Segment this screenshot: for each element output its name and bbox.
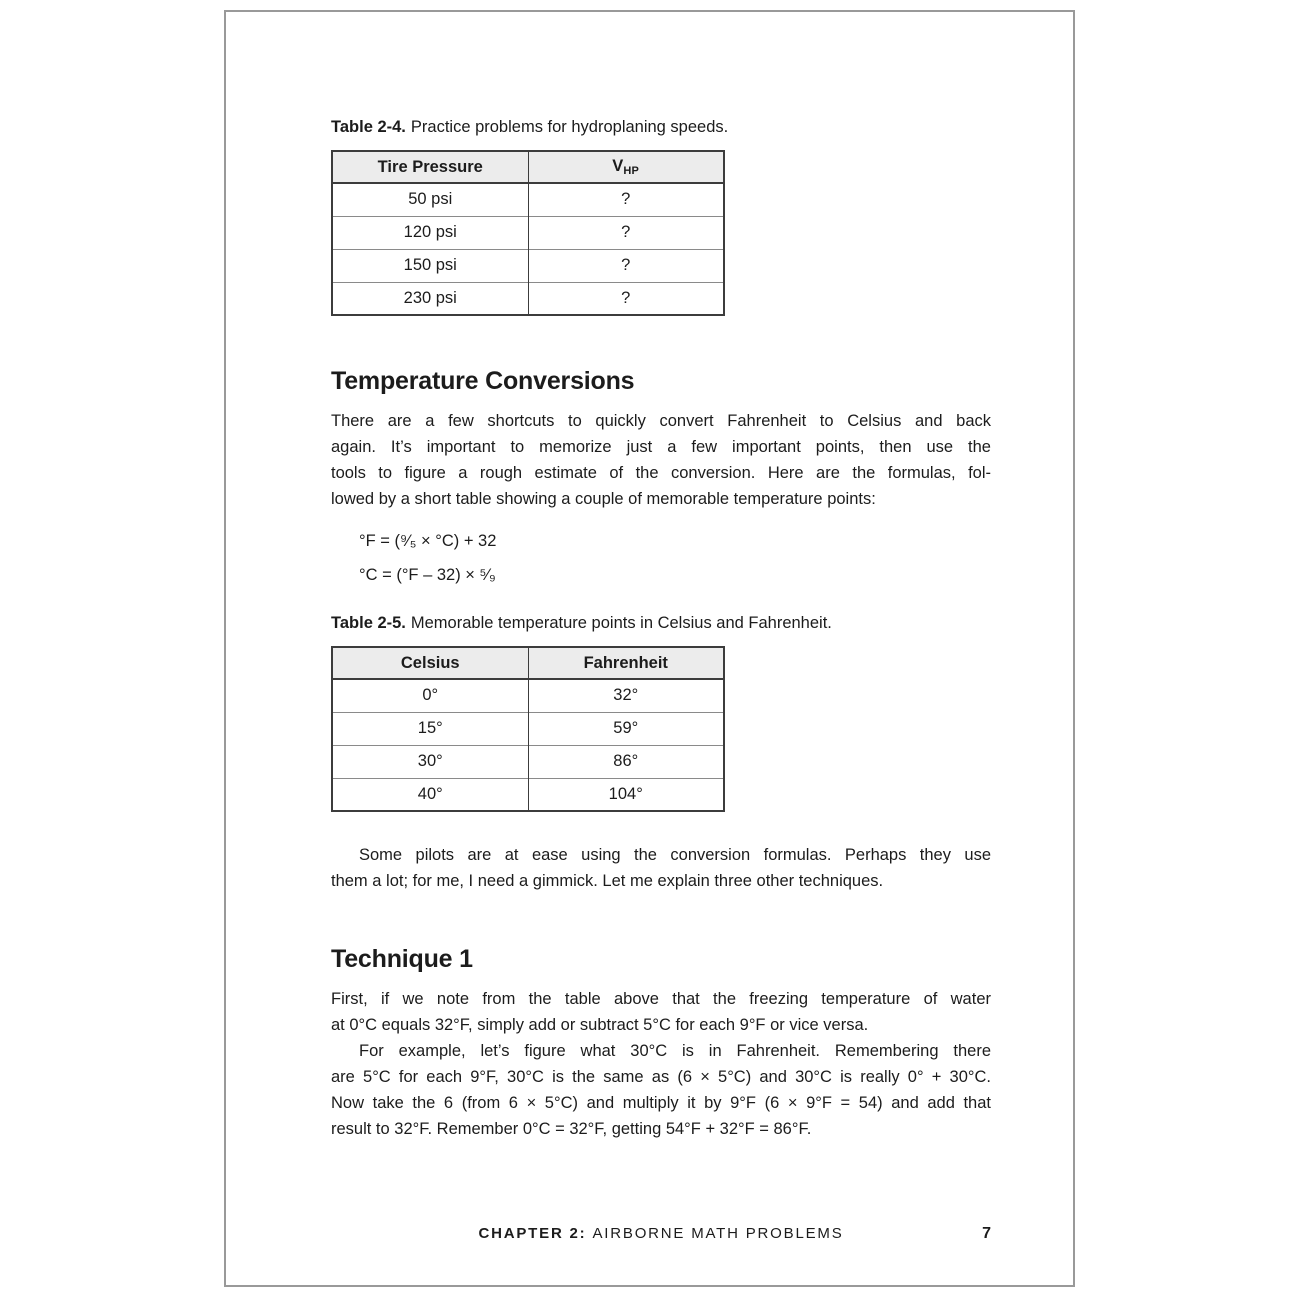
section-heading-temperature-conversions: Temperature Conversions (331, 367, 635, 395)
paragraph-line: tools to figure a rough estimate of the conversion. Here are the formulas, fol- (331, 464, 991, 482)
table-cell: ? (528, 282, 724, 315)
table-2-5-caption-text: Memorable temperature points in Celsius and Fahrenheit. (410, 614, 832, 632)
table-2-4-caption (331, 116, 991, 138)
formula-c-from-f: °C = (°F – 32) × ⁵⁄₉ (359, 566, 496, 584)
paragraph-line: lowed by a short table showing a couple of memorable temperature points: (331, 490, 876, 508)
table-cell: ? (528, 183, 724, 216)
technique1-paragraph-1 (331, 986, 991, 1038)
page-number: 7 (982, 1225, 991, 1242)
table-row (332, 249, 724, 282)
technique1-paragraph-2 (331, 1038, 991, 1142)
table-header-row (332, 647, 724, 679)
paragraph-line: again. It’s important to memorize just a few important points, then use the (331, 438, 991, 456)
table-cell: 15° (332, 712, 528, 745)
temperature-intro-paragraph (331, 408, 991, 512)
table-cell: 86° (528, 745, 724, 778)
running-footer (331, 1225, 991, 1242)
paragraph-line: result to 32°F. Remember 0°C = 32°F, getting 54°F + 32°F = 86°F. (331, 1120, 812, 1138)
table-2-5-col-celsius: Celsius (332, 647, 528, 679)
table-cell: ? (528, 249, 724, 282)
paragraph-line: at 0°C equals 32°F, simply add or subtract 5°C for each 9°F or vice versa. (331, 1016, 869, 1034)
paragraph-line: are 5°C for each 9°F, 30°C is the same as (6 × 5°C) and 30°C is really 0° + 30°C. (331, 1068, 991, 1086)
table-cell: 40° (332, 778, 528, 811)
table-2-4-caption-text: Practice problems for hydroplaning speeds. (410, 118, 729, 136)
vhp-subscript: HP (623, 165, 640, 177)
table-2-5-col-fahrenheit: Fahrenheit (528, 647, 724, 679)
table-row (332, 712, 724, 745)
table-row (332, 745, 724, 778)
table-cell: 50 psi (408, 190, 453, 209)
table-cell: 32° (528, 679, 724, 712)
table-2-4-col-tire-pressure: Tire Pressure (332, 151, 528, 183)
paragraph-line: them a lot; for me, I need a gimmick. Let me explain three other techniques. (331, 872, 884, 890)
table-cell: 230 psi (332, 282, 528, 315)
vhp-main: V (612, 157, 624, 175)
table-2-5-caption (331, 612, 991, 634)
paragraph-line: For example, let’s figure what 30°C is in Fahrenheit. Remembering there (359, 1042, 991, 1060)
table-2-5 (331, 646, 725, 812)
table-cell: 30° (332, 745, 528, 778)
page-footer (331, 1225, 991, 1245)
table-2-4-body (332, 183, 724, 315)
table-cell: 120 psi (332, 216, 528, 249)
table-2-4-col-vhp (528, 151, 724, 183)
chapter-title: AIRBORNE MATH PROBLEMS (592, 1225, 844, 1242)
pilots-paragraph (331, 842, 991, 894)
table-header-row (332, 151, 724, 183)
table-cell: 0° (422, 686, 439, 705)
paragraph-line: There are a few shortcuts to quickly convert Fahrenheit to Celsius and back (331, 412, 991, 430)
table-row (332, 216, 724, 249)
table-row (332, 679, 724, 712)
paragraph-line: First, if we note from the table above that the freezing temperature of water (331, 990, 991, 1008)
table-2-4-caption-label: Table 2-4. (331, 118, 406, 136)
book-page (224, 10, 1075, 1287)
chapter-label: CHAPTER 2: (478, 1225, 587, 1242)
table-row (332, 778, 724, 811)
page-content (331, 12, 991, 1142)
paragraph-line: Now take the 6 (from 6 × 5°C) and multiply it by 9°F (6 × 9°F = 54) and add that (331, 1094, 991, 1112)
section-heading-technique-1: Technique 1 (331, 945, 473, 973)
conversion-formulas (331, 524, 991, 592)
table-cell: ? (528, 216, 724, 249)
table-2-5-body (332, 679, 724, 811)
table-2-4-header (332, 151, 724, 183)
table-2-5-caption-label: Table 2-5. (331, 614, 406, 632)
table-row (332, 183, 724, 216)
table-cell: 150 psi (332, 249, 528, 282)
paragraph-line: Some pilots are at ease using the conversion formulas. Perhaps they use (359, 846, 991, 864)
table-cell: 104° (528, 778, 724, 811)
table-cell: 59° (528, 712, 724, 745)
formula-f-from-c: °F = (⁹⁄₅ × °C) + 32 (359, 532, 497, 550)
table-2-5-header (332, 647, 724, 679)
table-2-4 (331, 150, 725, 316)
table-row (332, 282, 724, 315)
